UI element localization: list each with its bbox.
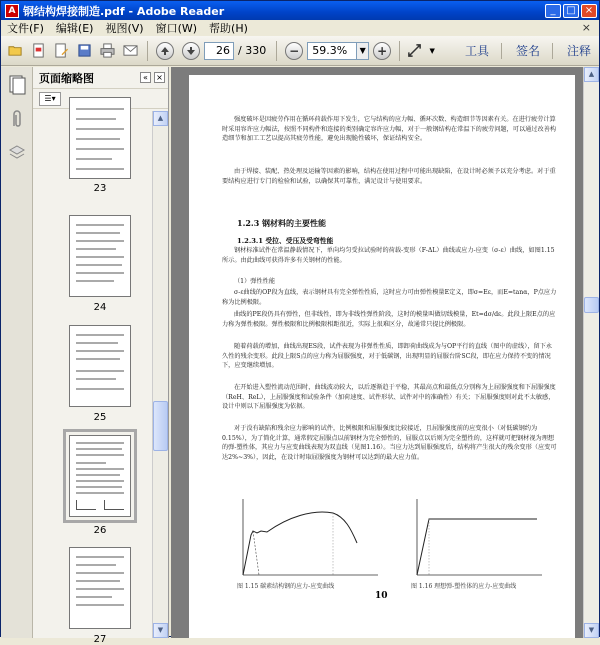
- scroll-down-arrow-icon[interactable]: ▼: [584, 623, 599, 638]
- thumbnail-panel-title: 页面缩略图: [39, 71, 94, 85]
- thumbnail-page-label: 26: [93, 525, 107, 536]
- fit-width-icon: [407, 43, 422, 58]
- page-thumbnail[interactable]: [69, 215, 131, 297]
- pdf-page: [189, 75, 575, 638]
- save-button[interactable]: [74, 41, 94, 61]
- page-number: 10: [375, 591, 388, 601]
- fit-dropdown-button[interactable]: ▼: [429, 46, 435, 55]
- stress-strain-curve-figure: [233, 495, 383, 581]
- paragraph: 钢材标准试件在常温静载情况下，单向均匀受拉试验时的荷载-变形（F-ΔL）曲线或应力-应变（σ-ε）曲线，如图1.15所示。由此曲线可获得许多有关钢材的性能。: [222, 247, 555, 264]
- toolbar-separator: [147, 41, 148, 61]
- email-button[interactable]: [120, 41, 140, 61]
- document-view[interactable]: [171, 67, 583, 638]
- paragraph: 在开始进入塑性流动范围时，曲线波动较大，以后逐渐趋于平稳，其最高点和最低点分别称为上屈服强度和下屈服强度（ReH、ReL），上屈服强度和试验条件（加荷速度、试件形状、试件对中的准确性）有关；下屈服强度则对此不太敏感，设计中则以下屈服强度为依据。: [222, 384, 556, 411]
- arrow-up-icon: [160, 46, 170, 56]
- toolbar-separator: [276, 41, 277, 61]
- arrow-down-icon: [186, 46, 196, 56]
- edit-button[interactable]: [51, 41, 71, 61]
- email-icon: [123, 43, 138, 58]
- zoom-out-button[interactable]: −: [285, 42, 303, 60]
- thumbnail-list: [33, 111, 153, 645]
- open-folder-icon: [8, 43, 23, 58]
- page-thumbnail-selected[interactable]: [69, 435, 131, 517]
- next-page-button[interactable]: [182, 42, 200, 60]
- menu-window[interactable]: 窗口(W): [155, 22, 198, 35]
- collapse-panel-button[interactable]: «: [140, 72, 151, 83]
- toolbar: [1, 36, 599, 66]
- maximize-button[interactable]: □: [563, 4, 579, 18]
- attachments-tab[interactable]: [5, 107, 29, 131]
- scrollbar-thumb[interactable]: [153, 401, 168, 451]
- zoom-in-button[interactable]: +: [373, 42, 391, 60]
- paragraph: 由于焊接、装配、热处理及运输等因素的影响，结构在使用过程中可能出现缺陷，在设计时必须予以充分考虑。对于重要结构应进行专门的检验和试验，以确保其可靠性，满足设计与使用要求。: [222, 168, 556, 185]
- close-panel-button[interactable]: ×: [154, 72, 165, 83]
- printer-icon: [100, 43, 115, 58]
- paperclip-icon: [8, 109, 26, 129]
- menu-edit[interactable]: 编辑(E): [55, 22, 94, 35]
- open-button[interactable]: [5, 41, 25, 61]
- scroll-up-arrow-icon[interactable]: ▲: [153, 111, 168, 126]
- tools-link[interactable]: 工具: [464, 44, 489, 58]
- menu-bar: [1, 20, 599, 36]
- page-thumbnail[interactable]: [69, 547, 131, 629]
- menu-view[interactable]: 视图(V): [105, 22, 144, 35]
- thumbnail-page-label: 25: [93, 412, 107, 423]
- edit-document-icon: [54, 43, 69, 58]
- page-thumbnail[interactable]: [69, 325, 131, 407]
- subsection-heading: 1.2.3.1 受拉、受压及受弯性能: [237, 237, 334, 245]
- paragraph: σ-ε曲线的OP段为直线，表示钢材具有完全弹性性质，这时应力可由弹性模量E定义，即σ=Eε，而E=tanα，P点应力称为比例极限。: [222, 289, 557, 306]
- thumbnail-page-label: 27: [93, 634, 107, 645]
- ideal-elastic-plastic-figure: [407, 495, 547, 581]
- paragraph: 曲线的PE段仍具有弹性，但非线性，即为非线性弹性阶段，这时的模量叫做切线模量，Et=dσ/dε。此段上限E点的应力称为弹性极限。弹性极限和比例极限相距很近，实际上很难区分，故通常只提比例极限。: [222, 311, 556, 328]
- page-thumbnails-icon: [8, 75, 26, 95]
- create-pdf-button[interactable]: [28, 41, 48, 61]
- section-heading: 1.2.3 钢材料的主要性能: [237, 218, 327, 228]
- fit-page-button[interactable]: [404, 41, 424, 61]
- thumbnail-panel: [33, 67, 169, 645]
- toolbar-separator: [501, 43, 502, 59]
- adobe-reader-icon: A: [5, 4, 19, 18]
- title-bar[interactable]: [1, 1, 599, 20]
- thumbnail-page-label: 23: [93, 183, 107, 194]
- document-scrollbar[interactable]: [583, 67, 599, 638]
- sign-link[interactable]: 签名: [515, 44, 540, 58]
- paragraph: 随着荷载的增加，曲线出现ES段，试件表现为非弹性性质，即卸荷曲线成为与OP平行的直线（图中的虚线），留下永久性的残余变形。此段上限S点的应力称为屈服强度，对于低碳钢，出现明显的屈服台阶SC段，即在应力保持不变的情况下，应变继续增加。: [222, 343, 553, 370]
- scroll-up-arrow-icon[interactable]: ▲: [584, 67, 599, 82]
- scrollbar-thumb[interactable]: [584, 297, 599, 313]
- page-thumbnail[interactable]: [69, 97, 131, 179]
- comment-link[interactable]: 注释: [566, 44, 591, 58]
- zoom-dropdown-button[interactable]: ▼: [357, 42, 369, 60]
- page-thumbnails-tab[interactable]: [5, 73, 29, 97]
- page-total-label: / 330: [238, 44, 267, 57]
- page-number-input[interactable]: 26: [204, 42, 234, 60]
- paragraph: 对于没有缺陷和残余应力影响的试件，比例极限和屈服强度比较接近，且屈服强度前的应变很小（对低碳钢约为0.15%），为了简化计算，通常假定屈服点以前钢材为完全弹性的，屈服点以后则为完全塑性的，这样就可把钢材视为理想的弹-塑性体，其应力与应变曲线表现为双直线（见图1.16）。当应力达到屈服强度后，结构将产生很大的残余变形（应变可达2%~3%），因此，在设计时取屈服强度为钢材可以达到的最大应力值。: [222, 425, 557, 461]
- thumbnail-scrollbar[interactable]: [152, 111, 168, 638]
- previous-page-button[interactable]: [156, 42, 174, 60]
- toolbar-right-links: [451, 42, 591, 59]
- layers-icon: [8, 143, 26, 163]
- minimize-button[interactable]: _: [545, 4, 561, 18]
- navigation-pane-icons: [1, 67, 33, 638]
- window-title: 钢结构焊接制造.pdf - Adobe Reader: [23, 4, 225, 18]
- toolbar-separator: [552, 43, 553, 59]
- thumbnail-panel-header: [33, 67, 168, 89]
- toolbar-separator: [399, 41, 400, 61]
- zoom-level-input[interactable]: 59.3%: [307, 42, 357, 60]
- save-icon: [77, 43, 92, 58]
- scroll-down-arrow-icon[interactable]: ▼: [153, 623, 168, 638]
- menu-file[interactable]: 文件(F): [7, 22, 44, 35]
- menu-help[interactable]: 帮助(H): [209, 22, 248, 35]
- create-pdf-icon: [31, 43, 46, 58]
- paragraph: 强度破坏是因疲劳作用在循环荷载作用下发生，它与结构的应力幅、循环次数、构造细节等因素有关。在进行疲劳计算时采用容许应力幅法，按照不同构件和连接的类别确定容许应力幅，对于一般钢结构在常温下的疲劳问题，可以通过改善构造细节和加工工艺以提高其疲劳性能，避免出现脆性破坏，保证结构安全。: [222, 116, 557, 143]
- thumbnail-page-label: 24: [93, 302, 107, 313]
- print-button[interactable]: [97, 41, 117, 61]
- close-document-icon[interactable]: ×: [581, 21, 591, 34]
- figure-caption: 图 1.16 理想弹-塑性体的应力-应变曲线: [411, 583, 517, 590]
- figure-caption: 图 1.15 碳素结构钢的应力-应变曲线: [237, 583, 335, 590]
- list-item: （1）弹性性能: [234, 278, 276, 285]
- thumbnail-options-button[interactable]: ☰▾: [39, 92, 61, 106]
- close-button[interactable]: ×: [581, 4, 597, 18]
- layers-tab[interactable]: [5, 141, 29, 165]
